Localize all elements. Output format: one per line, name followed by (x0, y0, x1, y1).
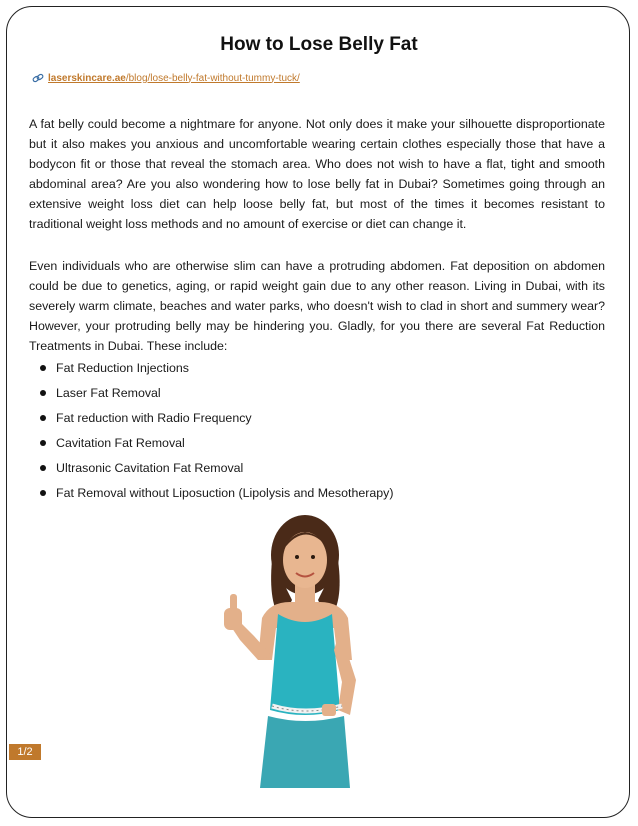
bullet-icon (40, 415, 46, 421)
link-domain[interactable]: laserskincare.ae (48, 72, 126, 84)
link-path[interactable]: /blog/lose-belly-fat-without-tummy-tuck/ (125, 72, 300, 84)
list-item (40, 458, 393, 483)
treatment-list (40, 358, 393, 508)
list-item-label: Cavitation Fat Removal (56, 436, 185, 450)
bullet-icon (40, 490, 46, 496)
list-item (40, 383, 393, 408)
list-item (40, 358, 393, 383)
link-icon (32, 72, 44, 84)
paragraph-intro: A fat belly could become a nightmare for anyone. Not only does it make your silhouette disproportionate but it also makes you anxious and uncomfortable wearing certain clothes especially those that have a bodycon fit or those that reveal the stomach area. Who does not wish to have a flat, tight and smooth abdominal area? Are you also wondering how to lose belly fat in Dubai? Sometimes going through an extensive weight loss diet can help loose belly fat, but most of the times it becomes resistant to traditional weight loss methods and no amount of exercise or diet can change it. (29, 117, 605, 231)
page-indicator: 1/2 (9, 744, 41, 760)
bullet-icon (40, 365, 46, 371)
paragraph-causes: Even individuals who are otherwise slim can have a protruding abdomen. Fat deposition on abdomen could be due to genetics, aging, or rapid weight gain due to any other reason. Living in Dubai, with its severely warm climate, beaches and water parks, who doesn't wish to clad in short and summery wear? However, your protruding belly may be hindering you. Gladly, for you there are several Fat Reduction Treatments in Dubai. These include: (29, 259, 605, 353)
list-item-label: Fat reduction with Radio Frequency (56, 411, 252, 425)
bullet-icon (40, 390, 46, 396)
woman-measuring-waist-photo (210, 510, 400, 788)
list-item-label: Fat Removal without Liposuction (Lipolysis and Mesotherapy) (56, 486, 394, 500)
source-link[interactable] (32, 72, 300, 84)
bullet-icon (40, 440, 46, 446)
list-item (40, 483, 393, 508)
list-item-label: Ultrasonic Cavitation Fat Removal (56, 461, 244, 475)
bullet-icon (40, 465, 46, 471)
page-title: How to Lose Belly Fat (220, 34, 418, 55)
list-item-label: Laser Fat Removal (56, 386, 161, 400)
list-item-label: Fat Reduction Injections (56, 361, 189, 375)
list-item (40, 408, 393, 433)
list-item (40, 433, 393, 458)
